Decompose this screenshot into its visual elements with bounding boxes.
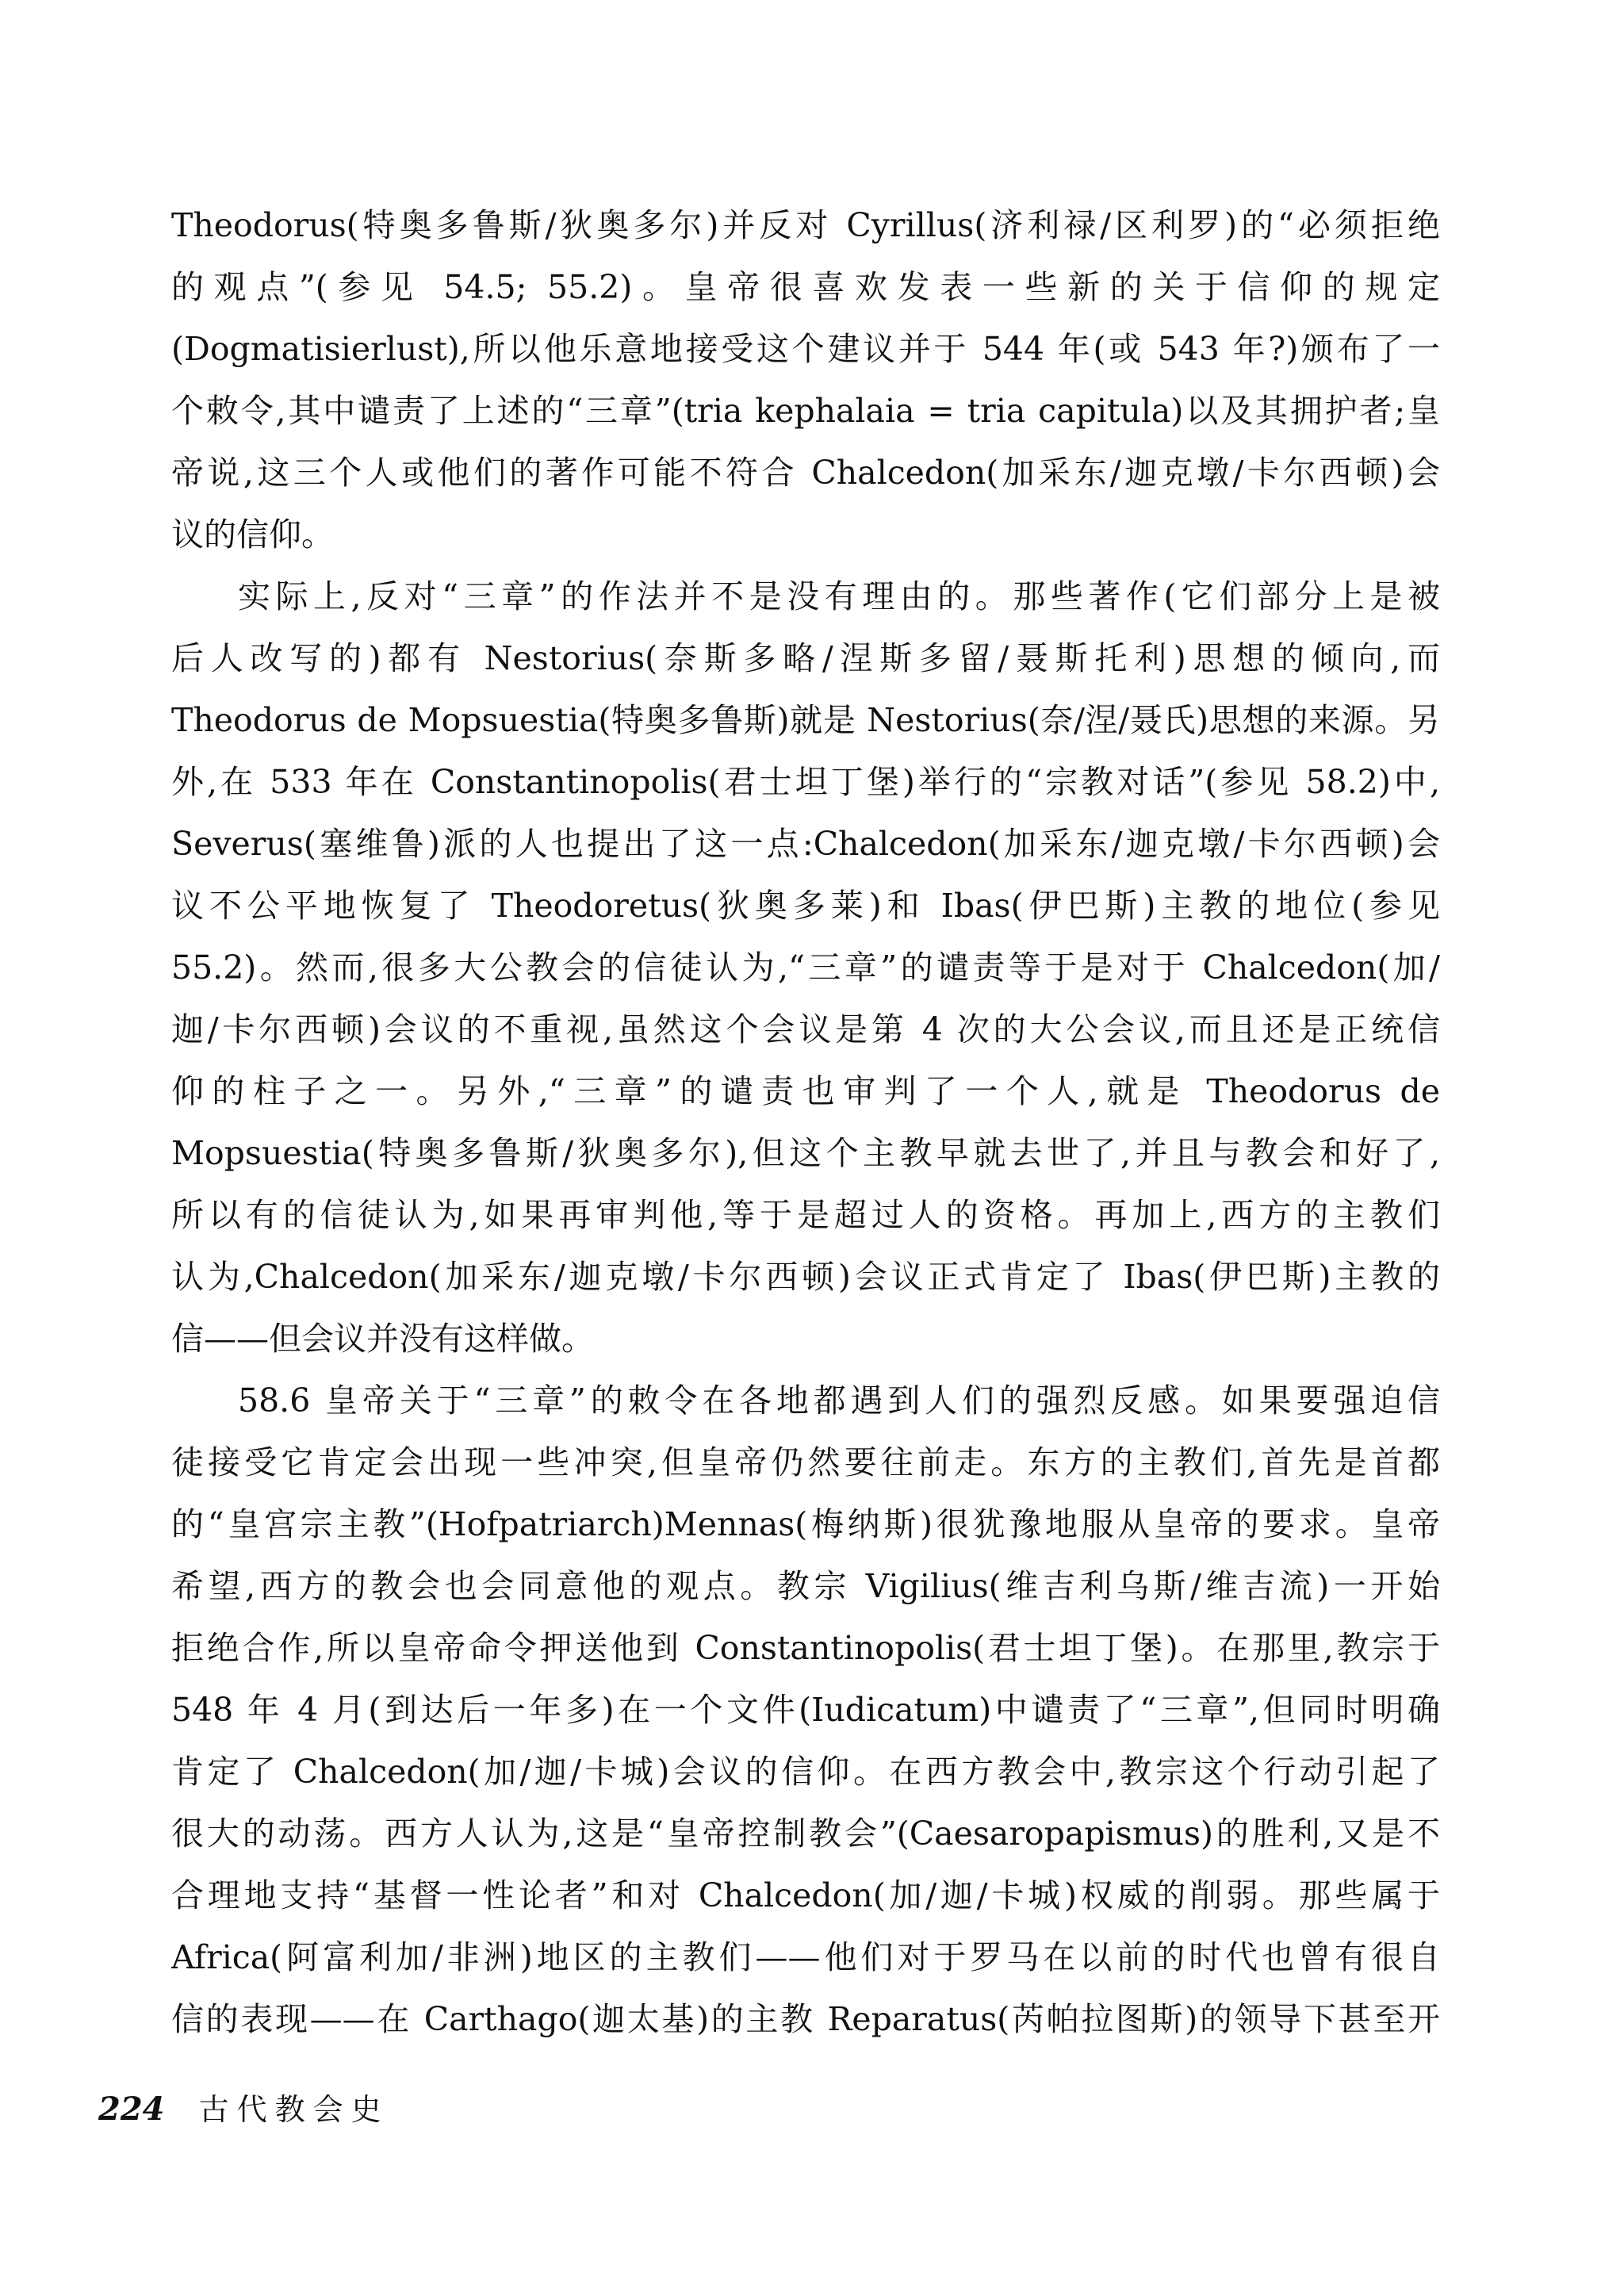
text-line: 外,在 533 年在 Constantinopolis(君士坦丁堡)举行的“宗教对话”(参见 58.2)中, (171, 763, 1440, 801)
text-line: 的“皇宫宗主教”(Hofpatriarch)Mennas(梅纳斯)很犹豫地服从皇帝的要求。皇帝 (171, 1505, 1440, 1543)
text-line: 认为,Chalcedon(加采东/迦克墩/卡尔西顿)会议正式肯定了 Ibas(伊巴斯)主教的 (171, 1258, 1440, 1296)
text-line: 信——但会议并没有这样做。 (171, 1320, 594, 1358)
text-line: 迦/卡尔西顿)会议的不重视,虽然这个会议是第 4 次的大公会议,而且还是正统信 (171, 1010, 1440, 1048)
text-line: 所以有的信徒认为,如果再审判他,等于是超过人的资格。再加上,西方的主教们 (171, 1196, 1440, 1234)
text-line: 议不公平地恢复了 Theodoretus(狄奥多莱)和 Ibas(伊巴斯)主教的地位(参见 (171, 887, 1440, 925)
text-line: 仰的柱子之一。另外,“三章”的谴责也审判了一个人,就是 Theodorus de (171, 1072, 1440, 1110)
text-line: 信的表现——在 Carthago(迦太基)的主教 Reparatus(芮帕拉图斯)的领导下甚至开 (171, 2000, 1440, 2038)
text-line: Africa(阿富利加/非洲)地区的主教们——他们对于罗马在以前的时代也曾有很自 (171, 1938, 1440, 1976)
text-line: 个敕令,其中谴责了上述的“三章”(tria kephalaia = tria capitula)以及其拥护者;皇 (171, 392, 1440, 430)
text-line: 很大的动荡。西方人认为,这是“皇帝控制教会”(Caesaropapismus)的胜利,又是不 (171, 1815, 1440, 1853)
text-line: 肯定了 Chalcedon(加/迦/卡城)会议的信仰。在西方教会中,教宗这个行动引起了 (171, 1753, 1440, 1791)
page-number: 224 (98, 2090, 165, 2128)
text-line: Theodorus de Mopsuestia(特奥多鲁斯)就是 Nestorius(奈/涅/聂氏)思想的来源。另 (171, 701, 1440, 739)
text-line: Theodorus(特奥多鲁斯/狄奥多尔)并反对 Cyrillus(济利禄/区利罗)的“必须拒绝 (171, 206, 1440, 244)
text-line: 合理地支持“基督一性论者”和对 Chalcedon(加/迦/卡城)权威的削弱。那些属于 (171, 1876, 1440, 1914)
text-line: 议的信仰。 (171, 515, 334, 554)
page-footer (98, 2086, 389, 2133)
book-title: 古代教会史 (198, 2092, 389, 2127)
text-line: 徒接受它肯定会出现一些冲突,但皇帝仍然要往前走。东方的主教们,首先是首都 (171, 1443, 1440, 1481)
text-line: 拒绝合作,所以皇帝命令押送他到 Constantinopolis(君士坦丁堡)。在那里,教宗于 (171, 1629, 1440, 1667)
text-line: 后人改写的)都有 Nestorius(奈斯多略/涅斯多留/聂斯托利)思想的倾向,而 (171, 639, 1440, 677)
text-line: 希望,西方的教会也会同意他的观点。教宗 Vigilius(维吉利乌斯/维吉流)一开始 (171, 1567, 1440, 1605)
text-line: 548 年 4 月(到达后一年多)在一个文件(Iudicatum)中谴责了“三章”,但同时明确 (171, 1691, 1440, 1729)
text-line: 55.2)。然而,很多大公教会的信徒认为,“三章”的谴责等于是对于 Chalcedon(加/ (171, 948, 1440, 987)
text-line: Severus(塞维鲁)派的人也提出了这一点:Chalcedon(加采东/迦克墩/卡尔西顿)会 (171, 825, 1440, 863)
text-line: 的观点”(参见 54.5; 55.2)。皇帝很喜欢发表一些新的关于信仰的规定 (171, 268, 1440, 306)
paragraph-start: 58.6 皇帝关于“三章”的敕令在各地都遇到人们的强烈反感。如果要强迫信 (238, 1382, 1440, 1420)
text-line: (Dogmatisierlust),所以他乐意地接受这个建议并于 544 年(或 543 年?)颁布了一 (171, 330, 1440, 368)
paragraph-start: 实际上,反对“三章”的作法并不是没有理由的。那些著作(它们部分上是被 (238, 577, 1440, 615)
text-line: Mopsuestia(特奥多鲁斯/狄奥多尔),但这个主教早就去世了,并且与教会和好了, (171, 1134, 1440, 1172)
body-text (171, 194, 1440, 2050)
text-line: 帝说,这三个人或他们的著作可能不符合 Chalcedon(加采东/迦克墩/卡尔西顿)会 (171, 454, 1440, 492)
